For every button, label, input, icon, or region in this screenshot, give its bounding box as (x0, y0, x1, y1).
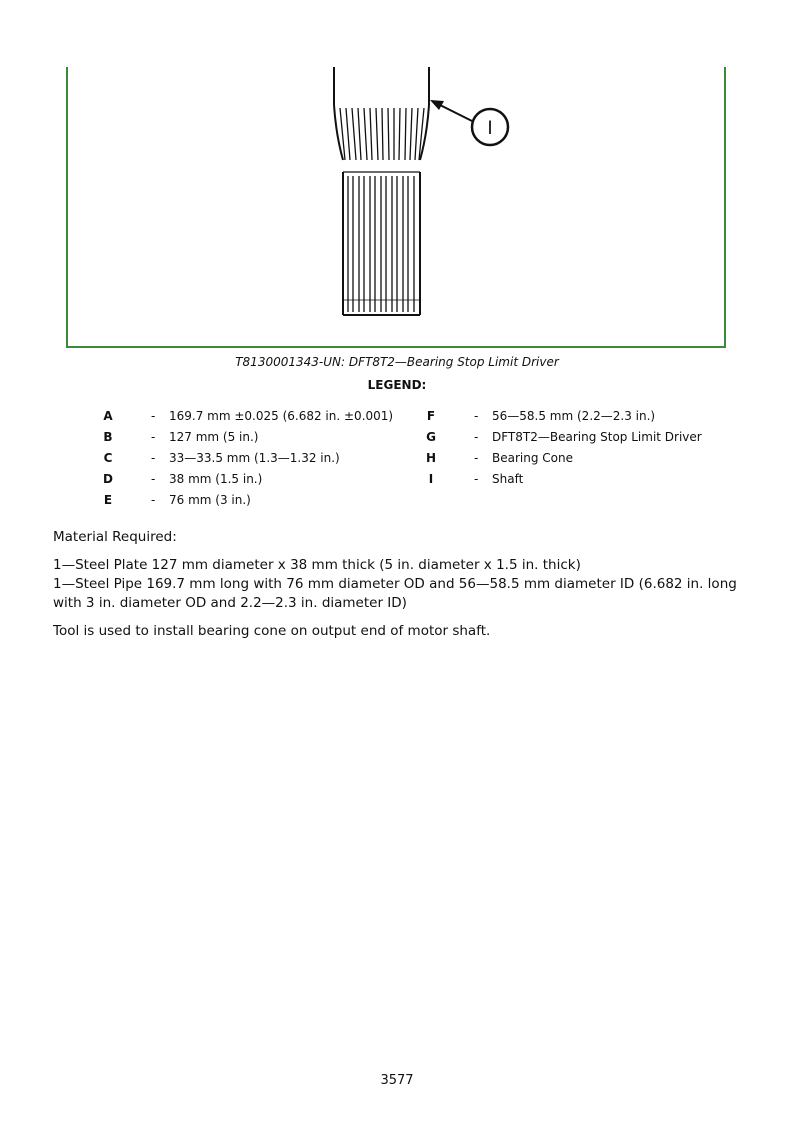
legend-key: C (103, 451, 113, 465)
legend-dash: - (474, 451, 479, 465)
legend-value: Bearing Cone (492, 451, 573, 465)
legend-key: G (426, 430, 436, 444)
legend-value: 127 mm (5 in.) (169, 430, 259, 444)
legend-value: DFT8T2—Bearing Stop Limit Driver (492, 430, 702, 444)
legend-value: 56—58.5 mm (2.2—2.3 in.) (492, 409, 656, 423)
legend-dash: - (151, 493, 156, 507)
figure-caption: T8130001343-UN: DFT8T2—Bearing Stop Limit Driver (235, 355, 559, 369)
legend-value: 169.7 mm ±0.025 (6.682 in. ±0.001) (169, 409, 394, 423)
callout-label: I (487, 118, 493, 139)
legend-title: LEGEND: (367, 378, 427, 392)
material-item: 1—Steel Pipe 169.7 mm long with 76 mm diameter OD and 56—58.5 mm diameter ID (6.682 in. long with 3 in. diameter OD and 2.2—2.3 in. diameter ID) (53, 576, 737, 611)
legend-dash: - (151, 472, 156, 486)
legend-value: 76 mm (3 in.) (169, 493, 251, 507)
legend-dash: - (474, 430, 479, 444)
legend-key: F (426, 409, 436, 423)
legend-dash: - (151, 451, 156, 465)
legend-dash: - (474, 409, 479, 423)
legend-value: 38 mm (1.5 in.) (169, 472, 263, 486)
material-heading: Material Required: (53, 529, 177, 545)
legend-key: E (103, 493, 113, 507)
legend-key: I (428, 472, 434, 486)
legend-value: 33—33.5 mm (1.3—1.32 in.) (169, 451, 340, 465)
legend-key: D (103, 472, 113, 486)
legend-dash: - (474, 472, 479, 486)
legend-key: A (103, 409, 113, 423)
legend-dash: - (151, 409, 156, 423)
usage-note: Tool is used to install bearing cone on output end of motor shaft. (53, 623, 491, 639)
legend-key: H (425, 451, 437, 465)
legend-dash: - (151, 430, 156, 444)
page-number: 3577 (380, 1073, 414, 1088)
material-item: 1—Steel Plate 127 mm diameter x 38 mm thick (5 in. diameter x 1.5 in. thick) (53, 557, 581, 573)
legend-value: Shaft (492, 472, 524, 486)
shaft-illustration (0, 0, 794, 350)
legend-key: B (103, 430, 113, 444)
